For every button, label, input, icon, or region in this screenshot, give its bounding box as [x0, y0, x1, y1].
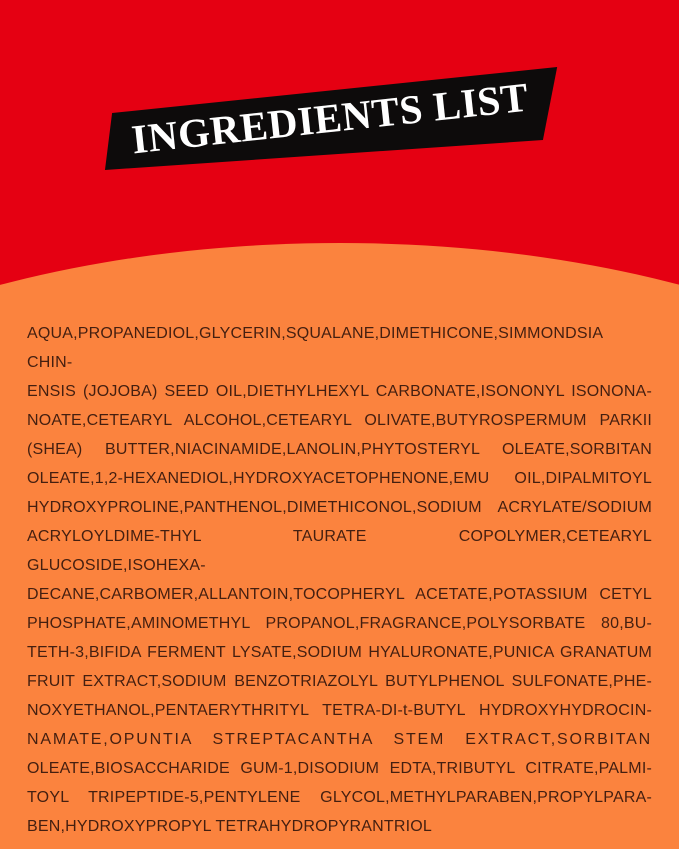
ingredient-line: NOATE,CETEARYL ALCOHOL,CETEARYL OLIVATE,BUTYROSPERMUM PARKII: [27, 412, 652, 429]
ingredient-line: FRUIT EXTRACT,SODIUM BENZOTRIAZOLYL BUTYLPHENOL SULFONATE,PHE-: [27, 673, 652, 690]
ingredient-line: PHOSPHATE,AMINOMETHYL PROPANOL,FRAGRANCE,POLYSORBATE 80,BU-: [27, 615, 652, 632]
ingredient-line: ENSIS (JOJOBA) SEED OIL,DIETHYLHEXYL CARBONATE,ISONONYL ISONONA-: [27, 383, 652, 400]
ingredient-line: (SHEA) BUTTER,NIACINAMIDE,LANOLIN,PHYTOSTERYL OLEATE,SORBITAN: [27, 441, 652, 458]
ingredient-line: AQUA,PROPANEDIOL,GLYCERIN,SQUALANE,DIMETHICONE,SIMMONDSIA CHIN-: [27, 325, 604, 371]
ingredient-line: NOXYETHANOL,PENTAERYTHRITYL TETRA-DI-t-BUTYL HYDROXYHYDROCIN-: [27, 702, 652, 719]
ingredient-line: NAMATE,OPUNTIA STREPTACANTHA STEM EXTRACT,SORBITAN: [27, 731, 652, 748]
ingredient-line: DECANE,CARBOMER,ALLANTOIN,TOCOPHERYL ACETATE,POTASSIUM CETYL: [27, 586, 652, 603]
ingredient-line: TOYL TRIPEPTIDE-5,PENTYLENE GLYCOL,METHYLPARABEN,PROPYLPARA-: [27, 789, 652, 806]
page-title: INGREDIENTS LIST: [129, 73, 531, 163]
ingredient-line: BEN,HYDROXYPROPYL TETRAHYDROPYRANTRIOL: [27, 818, 433, 835]
ingredient-line: ACRYLOYLDIME-THYL TAURATE COPOLYMER,CETEARYL GLUCOSIDE,ISOHEXA-: [27, 528, 652, 574]
ingredients-text: [27, 319, 652, 841]
ingredient-line: TETH-3,BIFIDA FERMENT LYSATE,SODIUM HYALURONATE,PUNICA GRANATUM: [27, 644, 652, 661]
ingredient-line: OLEATE,BIOSACCHARIDE GUM-1,DISODIUM EDTA,TRIBUTYL CITRATE,PALMI-: [27, 760, 652, 777]
ingredient-line: HYDROXYPROLINE,PANTHENOL,DIMETHICONOL,SODIUM ACRYLATE/SODIUM: [27, 499, 652, 516]
ingredient-line: OLEATE,1,2-HEXANEDIOL,HYDROXYACETOPHENONE,EMU OIL,DIPALMITOYL: [27, 470, 652, 487]
